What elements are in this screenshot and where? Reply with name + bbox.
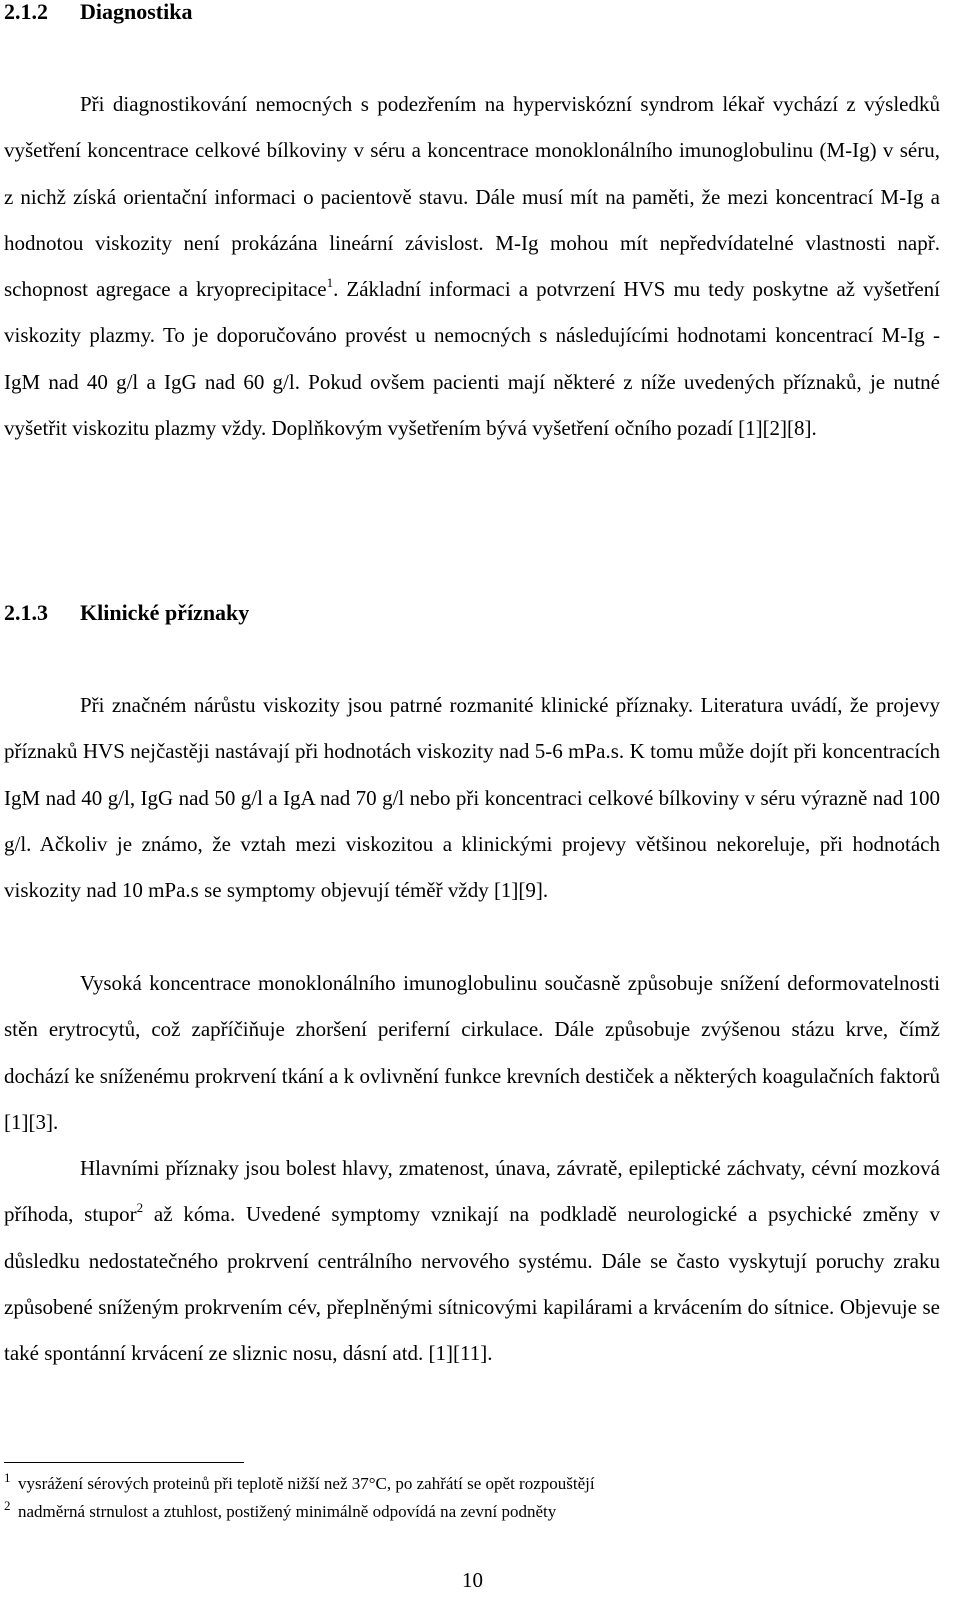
section-heading-diagnostika [4,0,192,25]
footnote-text: vysrážení sérových proteinů při teplotě nižší než 37°C, po zahřátí se opět rozpouštějí [18,1474,595,1493]
paragraph-priznaky-3 [4,1145,940,1376]
section-number: 2.1.3 [4,600,48,625]
paragraph-diagnostika [4,81,940,451]
section-title: Diagnostika [80,0,193,24]
paragraph-priznaky-1 [4,682,940,913]
footnote-text: nadměrná strnulost a ztuhlost, postižený minimálně odpovídá na zevní podněty [18,1502,557,1521]
footnote-ref: 2 [136,1200,144,1216]
footnote-1: 1 vysrážení sérových proteinů při teplotě nižší než 37°C, po zahřátí se opět rozpouštějí [4,1470,595,1493]
footnote-divider [4,1462,244,1463]
paragraph-text: Hlavními příznaky jsou bolest hlavy, zmatenost, únava, závratě, epileptické záchvaty, cévní mozková příhoda, stupor [4,1156,940,1227]
paragraph-priznaky-2 [4,960,940,1145]
section-heading-klinicke-priznaky [4,600,249,626]
paragraph-text: až kóma. Uvedené symptomy vznikají na podkladě neurologické a psychické změny v důsledku nedostatečného prokrvení centrálního nervového systému. Dále se často vyskytují poruchy zraku způsobené sníženým prokrvením cév, přeplněnými sítnicovými kapilárami a krvácením do sítnice. Objevuje se také spontánní krvácení ze sliznic nosu, dásní atd. [1][11]. [4,1202,940,1366]
section-number: 2.1.2 [4,0,48,24]
paragraph-text: Vysoká koncentrace monoklonálního imunoglobulinu současně způsobuje snížení deformovatelnosti stěn erytrocytů, což zapříčiňuje zhoršení periferní cirkulace. Dále způsobuje zvýšenou stázu krve, čímž dochází ke sníženému prokrvení tkání a k ovlivnění funkce krevních destiček a některých koagulačních faktorů [1][3]. [4,971,940,1134]
footnote-2: 2 nadměrná strnulost a ztuhlost, postižený minimálně odpovídá na zevní podněty [4,1498,557,1521]
section-title: Klinické příznaky [80,600,250,625]
paragraph-text: Při značném nárůstu viskozity jsou patrné rozmanité klinické příznaky. Literatura uvádí, že projevy příznaků HVS nejčastěji nastávají při hodnotách viskozity nad 5-6 mPa.s. K tomu může dojít při koncentracích IgM nad 40 g/l, IgG nad 50 g/l a IgA nad 70 g/l nebo při koncentraci celkové bílkoviny v séru výrazně nad 100 g/l. Ačkoliv je známo, že vztah mezi viskozitou a klinickými projevy většinou nekoreluje, při hodnotách viskozity nad 10 mPa.s se symptomy objevují téměř vždy [1][9]. [4,693,940,903]
paragraph-text: Při diagnostikování nemocných s podezřením na hyperviskózní syndrom lékař vychází z výsledků vyšetření koncentrace celkové bílkoviny v séru a koncentrace monoklonálního imunoglobulinu (M-Ig) v séru, z nichž získá orientační informaci o pacientově stavu. Dále musí mít na paměti, že mezi koncentrací M-Ig a hodnotou viskozity není prokázána lineární závislost. M-Ig mohou mít nepředvídatelné vlastnosti např. schopnost agregace a kryoprecipitace [4,92,940,302]
paragraph-text: . Základní informaci a potvrzení HVS mu tedy poskytne až vyšetření viskozity plazmy. To je doporučováno provést u nemocných s následujícími hodnotami koncentrací M-Ig - IgM nad 40 g/l a IgG nad 60 g/l. Pokud ovšem pacienti mají některé z níže uvedených příznaků, je nutné vyšetřit viskozitu plazmy vždy. Doplňkovým vyšetřením bývá vyšetření očního pozadí [1][2][8]. [4,277,940,441]
page-number: 10 [462,1568,483,1592]
footnote-ref: 1 [326,275,334,291]
